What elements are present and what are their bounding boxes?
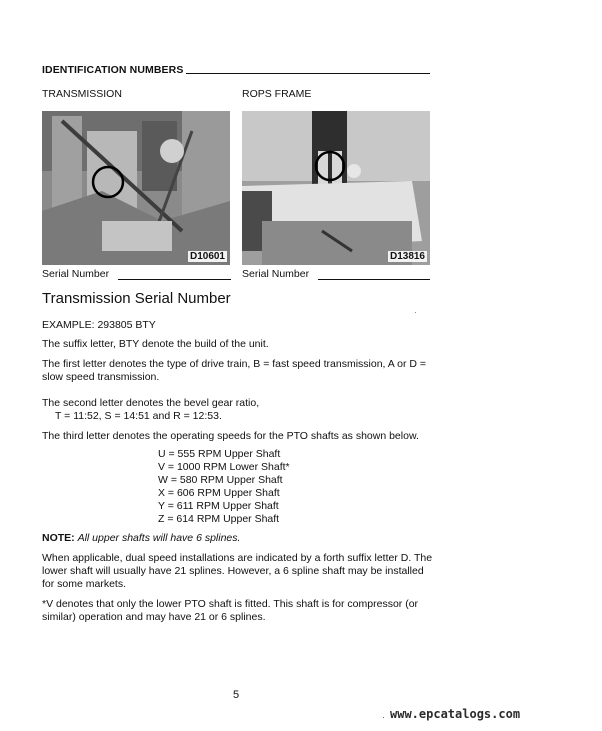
transmission-photo (42, 111, 230, 265)
v-note-paragraph: *V denotes that only the lower PTO shaft is fitted. This shaft is for compressor (or similar) operation and may have 21 or 6 splines. (42, 598, 419, 623)
photo-plate-number: D13816 (389, 251, 425, 262)
header-rule (186, 73, 430, 74)
note (42, 532, 438, 545)
gear-ratio-line: T = 11:52, S = 14:51 and R = 12:53. (55, 410, 222, 422)
second-letter-paragraph: The second letter denotes the bevel gear ratio, (42, 397, 260, 409)
list-item: V = 1000 RPM Lower Shaft* (158, 461, 290, 473)
example-line: EXAMPLE: 293805 BTY (42, 319, 156, 331)
note-text: All upper shafts will have 6 splines. (77, 532, 241, 544)
watermark: www.epcatalogs.com (390, 707, 521, 721)
pto-speeds-list (158, 448, 290, 526)
third-letter-paragraph: The third letter denotes the operating speeds for the PTO shafts as shown below. (42, 430, 419, 442)
list-item: W = 580 RPM Upper Shaft (158, 474, 283, 486)
dual-speed-paragraph: When applicable, dual speed installations are indicated by a forth suffix letter D. The lower shaft will usually have 21 splines. However, a 6 spline shaft may be installed for some markets. (42, 552, 433, 590)
section-header: IDENTIFICATION NUMBERS (42, 64, 184, 76)
page-number: 5 (233, 689, 240, 701)
serial-number-label-transmission: Serial Number (42, 268, 110, 280)
note-label: NOTE: (42, 532, 75, 544)
figure-caption-rops-frame: ROPS FRAME (242, 88, 312, 100)
photo-plate-number: D10601 (189, 251, 225, 262)
list-item: X = 606 RPM Upper Shaft (158, 487, 280, 499)
list-item: Y = 611 RPM Upper Shaft (158, 500, 279, 512)
list-item: Z = 614 RPM Upper Shaft (158, 513, 280, 525)
serial-number-line-rops (318, 279, 430, 280)
serial-number-line-transmission (118, 279, 231, 280)
figure-caption-transmission: TRANSMISSION (42, 88, 122, 100)
section-title: Transmission Serial Number (42, 290, 231, 307)
suffix-paragraph: The suffix letter, BTY denote the build of the unit. (42, 338, 269, 350)
first-letter-paragraph: The first letter denotes the type of drive train, B = fast speed transmission, A or D = slow speed transmission. (42, 358, 427, 383)
speck (415, 312, 416, 313)
speck (383, 717, 384, 718)
list-item: U = 555 RPM Upper Shaft (158, 448, 281, 460)
rops-frame-photo (242, 111, 430, 265)
serial-number-label-rops: Serial Number (242, 268, 310, 280)
